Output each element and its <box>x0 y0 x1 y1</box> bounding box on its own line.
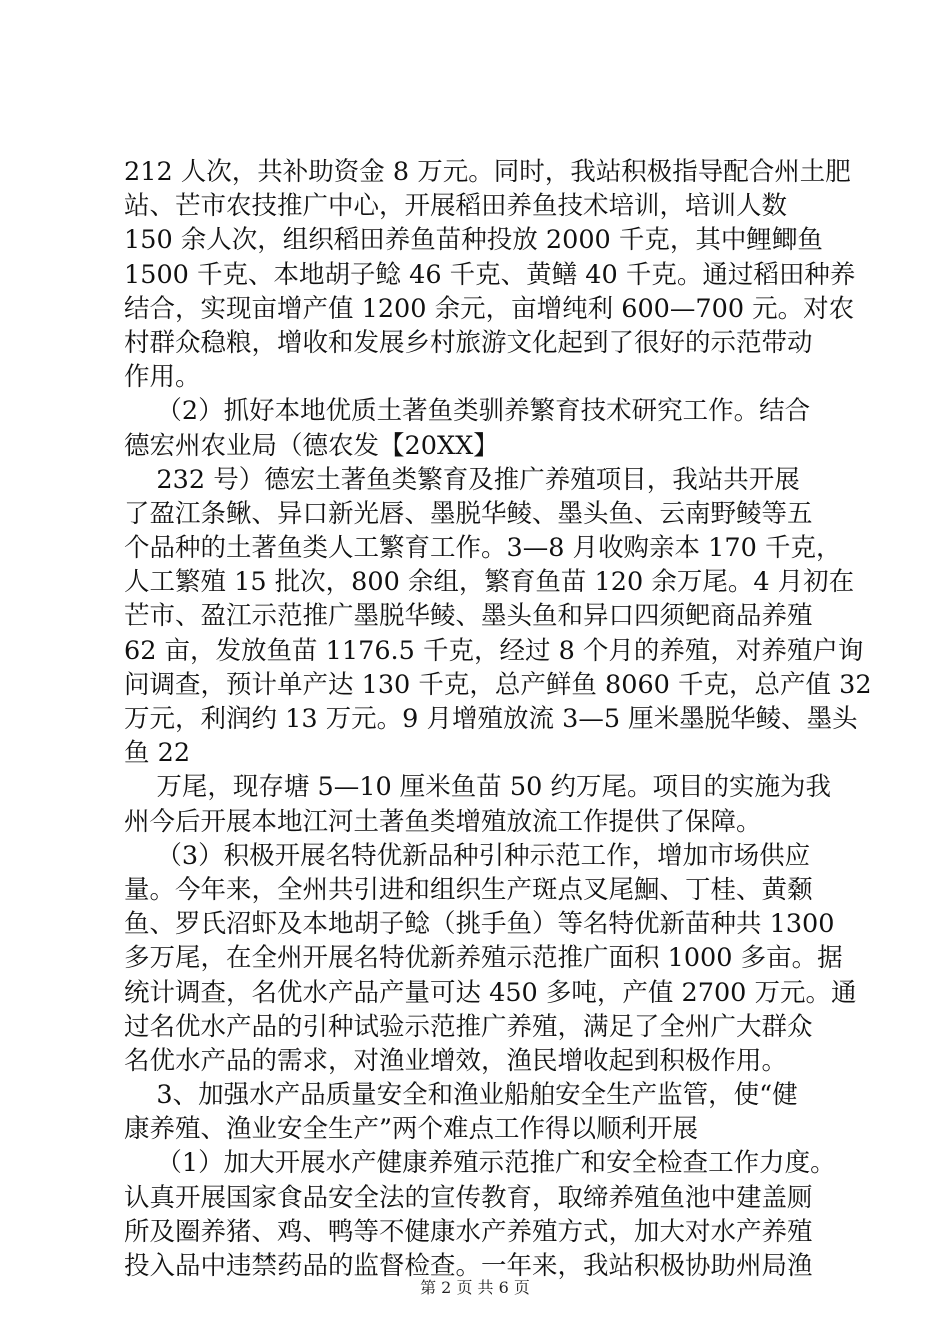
text-line: 康养殖、渔业安全生产”两个难点工作得以顺利开展 <box>124 1114 699 1145</box>
text-line: 3、加强水产品质量安全和渔业船舶安全生产监管，使“健 <box>124 1080 798 1111</box>
text-line: 名优水产品的需求，对渔业增效，渔民增收起到积极作用。 <box>124 1045 788 1076</box>
text-line: （3）积极开展名特优新品种引种示范工作，增加市场供应 <box>124 840 811 871</box>
text-line: 村群众稳粮，增收和发展乡村旅游文化起到了很好的示范带动 <box>124 327 813 358</box>
text-line: 所及圈养猪、鸡、鸭等不健康水产养殖方式，加大对水产养殖 <box>124 1216 813 1247</box>
text-line: （2）抓好本地优质土著鱼类驯养繁育技术研究工作。结合 <box>124 396 811 427</box>
text-line: 多万尾，在全州开展名特优新养殖示范推广面积 1000 多亩。据 <box>124 943 843 974</box>
text-line: 过名优水产品的引种试验示范推广养殖，满足了全州广大群众 <box>124 1011 813 1042</box>
text-line: 德宏州农业局（德农发【20XX】 <box>124 430 499 461</box>
text-line: 万尾，现存塘 5—10 厘米鱼苗 50 约万尾。项目的实施为我 <box>124 772 831 803</box>
text-line: 232 号）德宏土著鱼类繁育及推广养殖项目，我站共开展 <box>124 464 800 495</box>
text-line: 统计调查，名优水产品产量可达 450 多吨，产值 2700 万元。通 <box>124 977 857 1008</box>
text-line: 鱼、罗氏沼虾及本地胡子鲶（挑手鱼）等名特优新苗种共 1300 <box>124 909 835 940</box>
text-line: 鱼 22 <box>124 738 191 769</box>
text-line: 投入品中违禁药品的监督检查。一年来，我站积极协助州局渔 <box>124 1251 813 1281</box>
text-line: 150 余人次，组织稻田养鱼苗种投放 2000 千克，其中鲤鲫鱼 <box>124 225 823 256</box>
text-line: 州今后开展本地江河土著鱼类增殖放流工作提供了保障。 <box>124 806 762 837</box>
text-line: 芒市、盈江示范推广墨脱华鲮、墨头鱼和异口四须鲃商品养殖 <box>124 601 813 632</box>
text-line: 量。今年来，全州共引进和组织生产斑点叉尾鮰、丁桂、黄颡 <box>124 874 813 905</box>
text-line: 212 人次，共补助资金 8 万元。同时，我站积极指导配合州土肥 <box>124 157 851 187</box>
text-line: 问调查，预计单产达 130 千克，总产鲜鱼 8060 千克，总产值 32 <box>124 669 872 700</box>
text-line: 1500 千克、本地胡子鲶 46 千克、黄鳝 40 千克。通过稻田种养 <box>124 259 856 290</box>
text-line: 作用。 <box>124 362 201 393</box>
text-line: 了盈江条鳅、异口新光唇、墨脱华鲮、墨头鱼、云南野鲮等五 <box>124 498 813 529</box>
text-line: 62 亩，发放鱼苗 1176.5 千克，经过 8 个月的养殖，对养殖户询 <box>124 635 864 666</box>
page-footer: 第 2 页 共 6 页 <box>420 1278 530 1297</box>
text-line: 站、芒市农技推广中心，开展稻田养鱼技术培训，培训人数 <box>124 191 788 222</box>
text-line: 结合，实现亩增产值 1200 余元，亩增纯利 600—700 元。对农 <box>124 293 855 324</box>
body-text <box>124 155 872 1283</box>
text-line: 认真开展国家食品安全法的宣传教育，取缔养殖鱼池中建盖厕 <box>124 1182 813 1213</box>
text-line: 人工繁殖 15 批次，800 余组，繁育鱼苗 120 余万尾。4 月初在 <box>124 567 855 598</box>
text-line: 万元，利润约 13 万元。9 月增殖放流 3—5 厘米墨脱华鲮、墨头 <box>124 704 858 734</box>
text-line: （1）加大开展水产健康养殖示范推广和安全检查工作力度。 <box>124 1148 836 1179</box>
text-line: 个品种的土著鱼类人工繁育工作。3—8 月收购亲本 170 千克， <box>124 533 842 564</box>
